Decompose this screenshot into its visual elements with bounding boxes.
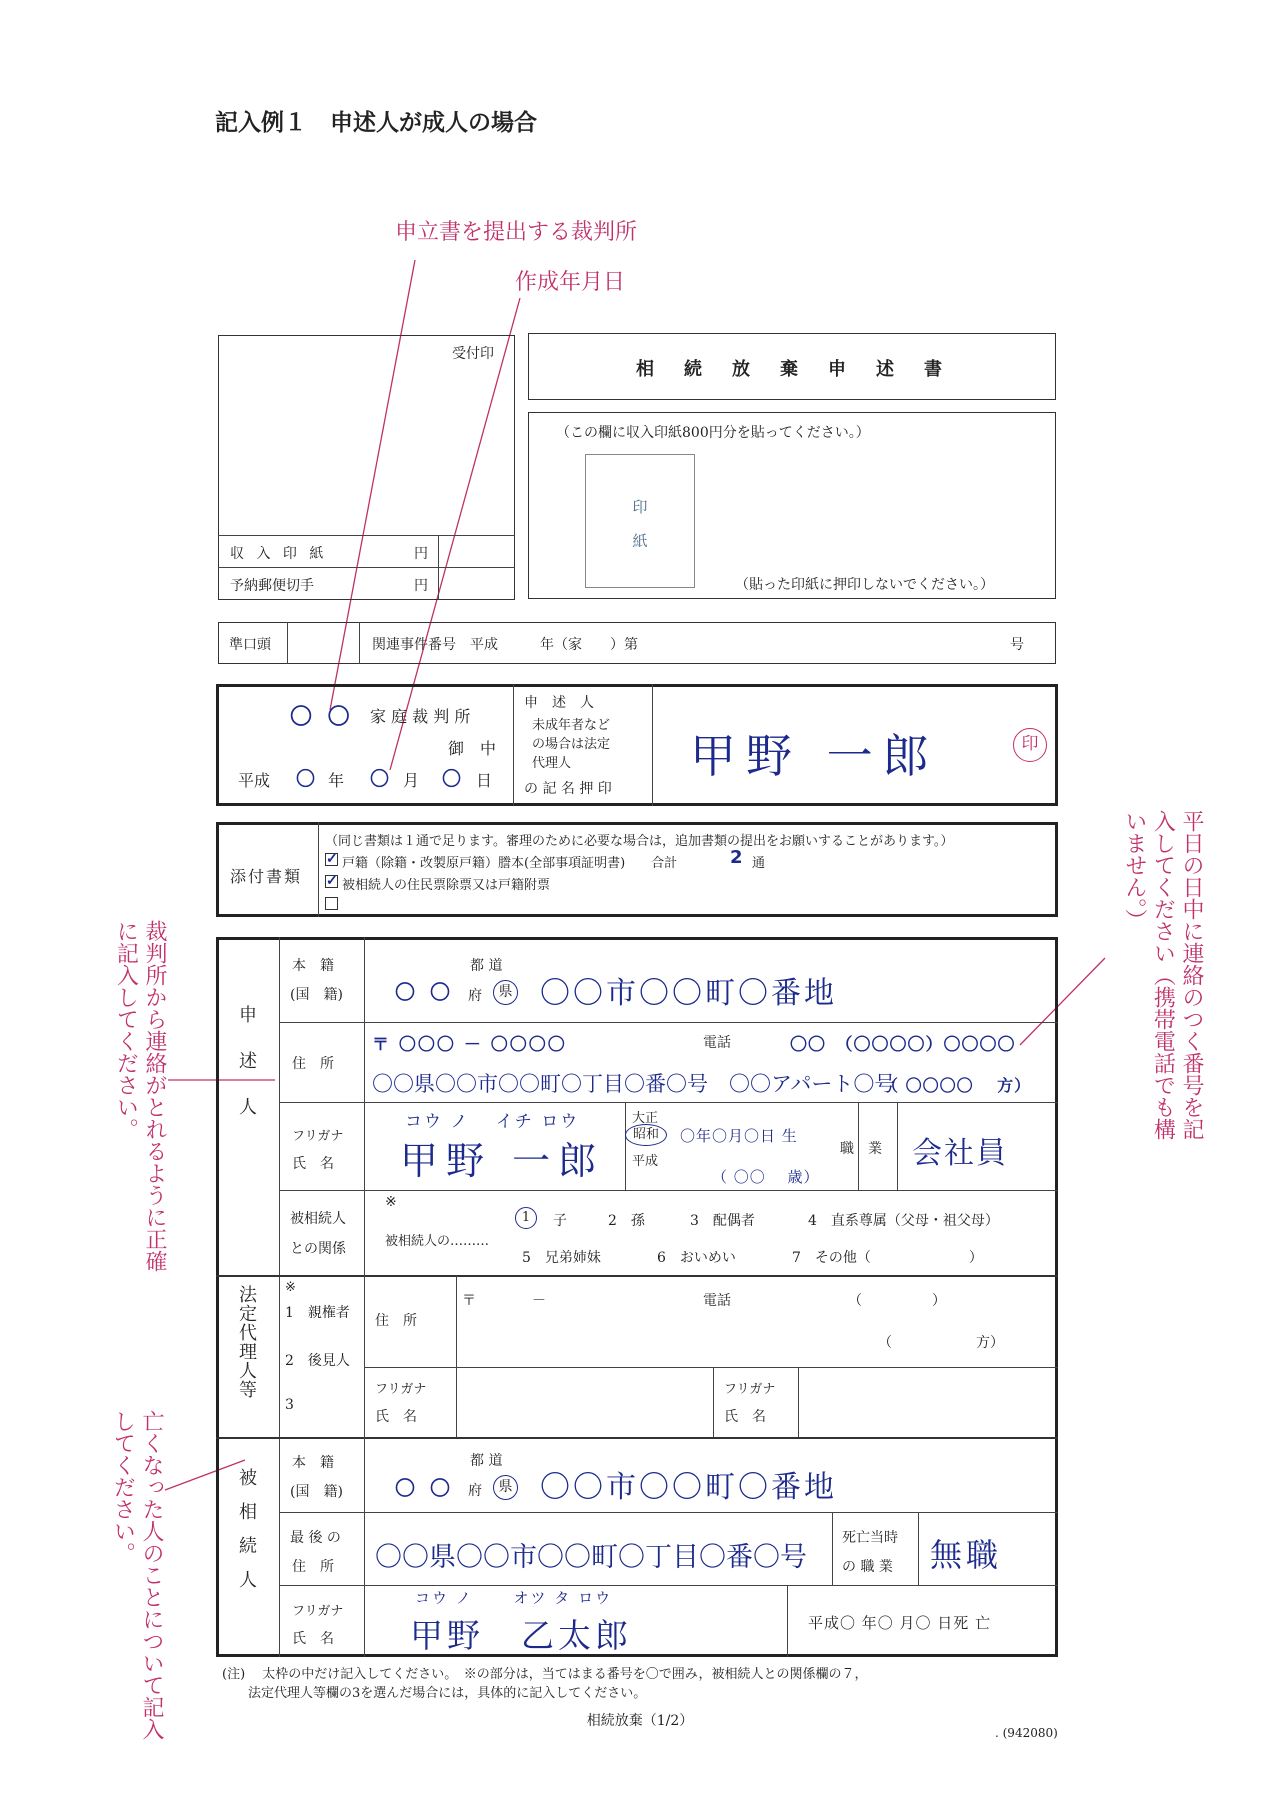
ken-circled: 県 (493, 980, 518, 1005)
hi-label: 日 (476, 771, 493, 790)
dec-ken-circled: 県 (493, 1475, 518, 1500)
family-court-label: 家 庭 裁 判 所 (370, 707, 471, 726)
dec-kokuseki-label: (国 籍) (290, 1484, 343, 1500)
fu-label: 府 (468, 988, 482, 1004)
relation-lead: 被相続人の……… (385, 1234, 490, 1249)
annotation-phone: 平日の日中に連絡のつく番号を記入してください（携帯電話でも構いません。） (1121, 810, 1204, 1140)
legal-furigana-label: フリガナ (375, 1382, 427, 1397)
legal-kome: ※ (285, 1280, 296, 1295)
relation-option-1: 子 (553, 1213, 567, 1229)
jusho-label: 住 所 (292, 1056, 334, 1072)
postage-label: 予納郵便切手 (230, 578, 314, 594)
dec-job: 無職 (930, 1536, 1003, 1574)
dec-furigana: コウ ノ オツ タ ロウ (415, 1589, 613, 1607)
relation-option-5[interactable]: 5 兄弟姉妹 (522, 1250, 601, 1266)
applicant-address: 〇〇県〇〇市〇〇町〇丁目〇番〇号 〇〇アパート〇号 (372, 1072, 896, 1096)
signer-label: 申 述 人 (524, 695, 594, 711)
attachments-label: 添付書類 (230, 867, 303, 886)
dec-honseki-label: 本 籍 (292, 1455, 334, 1471)
seal-mark: 印 (1013, 728, 1047, 762)
applicant-side-label: 申述人 (236, 1005, 257, 1143)
nen-label: 年 (328, 771, 345, 790)
date-year: 〇 (296, 768, 320, 790)
checkbox-koseki[interactable]: ✓ (326, 851, 338, 867)
shokugyo-label: 職 業 (840, 1141, 882, 1157)
gochu-label: 御 中 (448, 739, 497, 758)
no-seal-note: （貼った印紙に押印しないでください。） (735, 577, 994, 593)
attachments-note: （同じ書類は１通で足ります。審理のために必要な場合は，追加書類の提出をお願いすることがあります。） (325, 834, 954, 849)
dec-honseki-pref: 〇 〇 (395, 1476, 454, 1500)
legal-paren: （ ） (848, 1293, 946, 1309)
relation-option-4[interactable]: 4 直系尊属（父母・祖父母） (808, 1213, 999, 1229)
revenue-stamp-label: 収 入 印 紙 (230, 546, 328, 562)
applicant-phone: 〇〇 （〇〇〇〇）〇〇〇〇 (790, 1035, 1016, 1055)
dec-honseki-address: 〇〇市〇〇町〇番地 (540, 1470, 837, 1505)
denwa-label: 電話 (703, 1035, 731, 1051)
footer-note-2: 法定代理人等欄の3を選んだ場合には，具体的に記入してください。 (248, 1686, 647, 1701)
shimei-label: 氏 名 (292, 1156, 334, 1172)
applicant-honseki-address: 〇〇市〇〇町〇番地 (540, 976, 837, 1011)
legal-furigana-label: フリガナ (724, 1382, 776, 1397)
legal-kata: （ 方） (878, 1335, 1004, 1351)
todo-label: 都 道 (470, 958, 503, 974)
legal-shimei-label: 氏 名 (724, 1409, 766, 1425)
footer-note-1: (注) 太枠の中だけ記入してください。 ※の部分は，当てはまる番号を〇で囲み，被相続人との関係欄の７， (222, 1667, 868, 1682)
applicant-job: 会社員 (912, 1136, 1008, 1171)
legal-option-2[interactable]: 2 後見人 (285, 1353, 350, 1369)
yen-label: 円 (414, 578, 428, 594)
relation-label: との関係 (290, 1241, 346, 1257)
applicant-furigana: コウ ノ イチ ロウ (405, 1112, 580, 1132)
heisei-label: 平成 (238, 771, 271, 790)
dec-job-label: の 職 業 (842, 1559, 893, 1575)
applicant-name: 甲野 一郎 (400, 1139, 605, 1183)
relation-option-1-circled[interactable]: 1 (515, 1207, 537, 1229)
dec-todo-label: 都 道 (470, 1453, 503, 1469)
stamp-note: （この欄に収入印紙800円分を貼ってください。） (556, 425, 870, 441)
dec-furigana-label: フリガナ (292, 1604, 344, 1619)
dec-fu-label: 府 (468, 1483, 482, 1499)
relation-option-3[interactable]: 3 配偶者 (690, 1213, 755, 1229)
dec-last-label: 住 所 (292, 1559, 334, 1575)
signer-label: 代理人 (532, 756, 572, 771)
page-heading: 記入例１ 申述人が成人の場合 (215, 110, 537, 136)
page-label: 相続放棄（1/2） (586, 1713, 694, 1729)
date-month: 〇 (370, 768, 394, 790)
legal-jusho-label: 住 所 (375, 1313, 417, 1329)
furigana-label: フリガナ (292, 1129, 344, 1144)
legal-postal: 〒 － (462, 1293, 546, 1309)
relation-label: 被相続人 (290, 1211, 346, 1227)
era-taisho: 大正 (632, 1111, 659, 1126)
signer-label: の 記 名 押 印 (524, 781, 612, 797)
kome-mark: ※ (385, 1194, 397, 1210)
checkbox-juminhyo[interactable]: ✓ (326, 873, 338, 889)
attachment-item-2: 被相続人の住民票除票又は戸籍附票 (342, 878, 551, 893)
legal-shimei-label: 氏 名 (375, 1409, 417, 1425)
deceased-side-label: 被相続人 (236, 1468, 257, 1604)
form-code: . (942080) (995, 1726, 1058, 1740)
legal-option-1[interactable]: 1 親権者 (285, 1305, 350, 1321)
annotation-date: 作成年月日 (515, 270, 626, 295)
signer-label: の場合は法定 (532, 737, 611, 752)
dec-name: 甲野 乙太郎 (410, 1616, 632, 1655)
annotation-court: 申立書を提出する裁判所 (395, 220, 638, 245)
stamp-char-1: 印 (632, 498, 648, 516)
dec-death-date: 平成〇 年〇 月〇 日死 亡 (808, 1614, 992, 1632)
applicant-age: （ 〇〇 歳） (712, 1168, 820, 1186)
attachment-count: 2 (730, 847, 747, 868)
era-heisei: 平成 (632, 1154, 659, 1169)
era-showa-circled: 昭和 (625, 1124, 667, 1146)
related-case-label: 関連事件番号 平成 年（家 ）第 (372, 637, 638, 653)
dec-shimei-label: 氏 名 (292, 1631, 334, 1647)
stamp-char-2: 紙 (632, 532, 648, 550)
attachment-item-1: 戸籍（除籍・改製原戸籍）謄本(全部事項証明書) 合計 (342, 856, 678, 871)
applicant-honseki-pref: 〇 〇 (395, 980, 454, 1004)
date-day: 〇 (442, 768, 466, 790)
receipt-stamp-label: 受付印 (452, 346, 494, 362)
applicant-postal: 〒 〇〇〇 － 〇〇〇〇 (372, 1035, 567, 1055)
tsu-label: 通 (752, 856, 766, 871)
tsuki-label: 月 (403, 771, 420, 790)
form-title: 相 続 放 棄 申 述 書 (636, 359, 948, 380)
stamp-placeholder (585, 454, 695, 588)
relation-option-2[interactable]: 2 孫 (608, 1213, 645, 1229)
go-label: 号 (1010, 637, 1024, 653)
annotation-deceased: 亡くなった人のことについて記入してください。 (110, 1410, 164, 1740)
annotation-address: 裁判所から連絡がとれるように正確に記入してください。 (113, 920, 167, 1272)
dec-address: 〇〇県〇〇市〇〇町〇丁目〇番〇号 (375, 1542, 807, 1573)
junkoto-label: 準口頭 (229, 637, 271, 653)
kokuseki-label: (国 籍) (290, 987, 343, 1003)
applicant-kata: （ 〇〇〇〇 方） (882, 1076, 1032, 1095)
legal-denwa: 電話 (703, 1293, 731, 1309)
signer-label: 未成年者など (532, 718, 611, 733)
legal-side-label: 法定代理人等 (236, 1285, 257, 1399)
checkbox-empty[interactable] (325, 897, 338, 910)
honseki-label: 本 籍 (292, 958, 334, 974)
dec-last-label: 最 後 の (290, 1530, 341, 1546)
yen-label: 円 (414, 546, 428, 562)
court-name: 〇 〇 (290, 705, 354, 730)
relation-option-7[interactable]: 7 その他（ ） (792, 1250, 983, 1266)
legal-option-3[interactable]: 3 (285, 1397, 294, 1413)
applicant-birth: 〇年〇月〇日 生 (680, 1127, 798, 1145)
relation-option-6[interactable]: 6 おいめい (657, 1250, 736, 1266)
signature: 甲野 一郎 (690, 729, 939, 783)
dec-job-label: 死亡当時 (842, 1530, 898, 1546)
